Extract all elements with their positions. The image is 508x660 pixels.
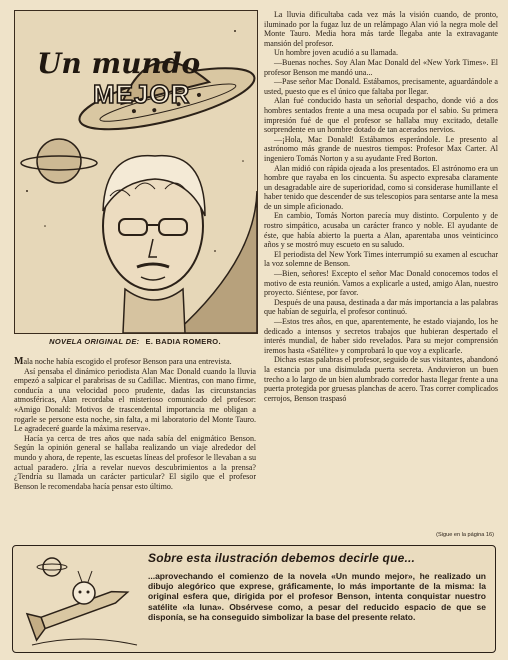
spaceman-cartoon-icon bbox=[22, 553, 140, 649]
illustration-title-block: MEJOR bbox=[93, 79, 191, 109]
paragraph: —Bien, señores! Excepto el señor Mac Donald conocemos todos el motivo de esta reunión. Vamos a explicarle a usted, amigo Alan, nuestro proyecto. Siéntese, por favor. bbox=[264, 269, 498, 298]
paragraph: —Buenas noches. Soy Alan Mac Donald del «New York Times». El profesor Benson me mandó una... bbox=[264, 57, 498, 77]
left-column bbox=[14, 357, 256, 491]
cover-illustration bbox=[14, 10, 258, 334]
paragraph: Mala noche había escogido el profesor Benson para una entrevista. bbox=[14, 356, 232, 367]
paragraph: Alan fué conducido hasta un señorial despacho, donde vió a dos hombres sentados frente a una mesa ocupada por el sabio. Su primera impresión fué de que el profesor se hallaba muy excitado, detalle sorprendente en un hombre dotado de tan acerados nervios. bbox=[264, 96, 498, 135]
paragraph: Alan midió con rápida ojeada a los presentados. El astrónomo era un hombre que rayaba en los cincuenta. Su aspecto expresaba claramente un desagradable aire de superioridad, como si considerase humillante el haber tenido que descender de sus telescopios para sentarse ante la mesa de un simple aficionado. bbox=[264, 163, 498, 211]
paragraph: Así pensaba el dinámico periodista Alan Mac Donald cuando la lluvia empezó a salpicar el parabrisas de su Cadillac. Mientras, con mano firme, conducía a una velocidad poco prudente, dadas las circunstancias atmosféricas, Alan recordaba el misterioso comunicado del profesor: «Amigo Donald: Motivos de trascendental importancia me obligan a rogarle se persone esta noche, sin falta, a mi laboratorio del Monte Tauro. Le agradeceré guarde la máxima reserva». bbox=[14, 366, 256, 434]
paragraph: Hacía ya cerca de tres años que nada sabía del enigmático Benson. Según la opinión general se hallaba realizando un viaje alrededor del mundo y ahora, de repente, las escuetas líneas del profesor le llevaban a su actual paradero. ¿Iría a revelar nuevos descubrimientos a la prensa? ¿Tendría su llamada un carácter particular? El sigilo que el profesor Benson le recomendaba hacía pensar esto último. bbox=[14, 433, 256, 491]
paragraph: Un hombre joven acudió a su llamada. bbox=[274, 48, 399, 58]
note-text: ...aprovechando el comienzo de la novela «Un mundo mejor», he realizado un dibujo alegórico que exprese, gráficamente, lo más importante de la misma: la original esfera que, dirigida por el profesor Benson, intenta conquistar nuestro satélite «la luna». Obsérvese como, a pesar del reducido espacio de que se disponía, se ha conseguido simbolizar la base del presente relato. bbox=[148, 571, 486, 622]
illustration-title-script: Un mundo bbox=[37, 47, 201, 80]
paragraph: El periodista del New York Times interrumpió su examen al escuchar la voz solemne de Benson. bbox=[264, 249, 498, 269]
note-heading: Sobre esta ilustración debemos decirle que... bbox=[148, 551, 416, 565]
novel-credit bbox=[14, 334, 256, 348]
paragraph: —Pase señor Mac Donald. Estábamos, precisamente, aguardándole a usted, puesto que es el único que faltaba por llegar. bbox=[264, 77, 498, 96]
paragraph: La lluvia dificultaba cada vez más la visión cuando, de pronto, iluminado por la fugaz luz de un relámpago Alan vió la negra mole del Monte Tauro. Media hora más tarde llegaba ante la extravagante mansión del profesor. bbox=[264, 10, 498, 48]
right-column bbox=[264, 10, 498, 403]
continued-note: (Sigue en la página 16) bbox=[436, 532, 494, 538]
credit-author: E. BADIA ROMERO. bbox=[145, 336, 221, 346]
paragraph: —¡Hola, Mac Donald! Estábamos esperándole. Le presento al astrónomo más grande de nuestros tiempos: Profesor Max Carter. Al ingeniero Tomás Norton y a su ayudante Fred Borton. bbox=[264, 134, 498, 163]
paragraph: Dichas estas palabras el profesor, seguido de sus visitantes, abandonó la estancia por una disimulada puerta secreta. Anduvieron un buen trecho a lo largo de un bien alumbrado corredor hasta llegar frente a una puerta protegida por gruesas planchas de acero. Tras correr complicados cerrojos, Benson traspasó bbox=[264, 355, 498, 403]
paragraph: Después de una pausa, destinada a dar más importancia a las palabras que habían de seguirla, el profesor continuó. bbox=[264, 297, 498, 317]
paragraph: En cambio, Tomás Norton parecía muy distinto. Corpulento y de rostro simpático, acusaba un carácter franco y noble. El ayudante de éste, que había abierto la puerta a Alan, aparentaba unos veinticinco años y se mostró muy escueto en su saludo. bbox=[264, 211, 498, 250]
credit-prefix: NOVELA ORIGINAL DE: bbox=[49, 336, 140, 346]
paragraph: —Estos tres años, en que, aparentemente, he estado viajando, los he dedicado a intensos y secretos trabajos que hubieran despertado el interés mundial, de haber sido revelados. Para su mejor comprensión iremos hasta «Satélite» y comprobará lo que voy a explicarle. bbox=[264, 317, 498, 355]
